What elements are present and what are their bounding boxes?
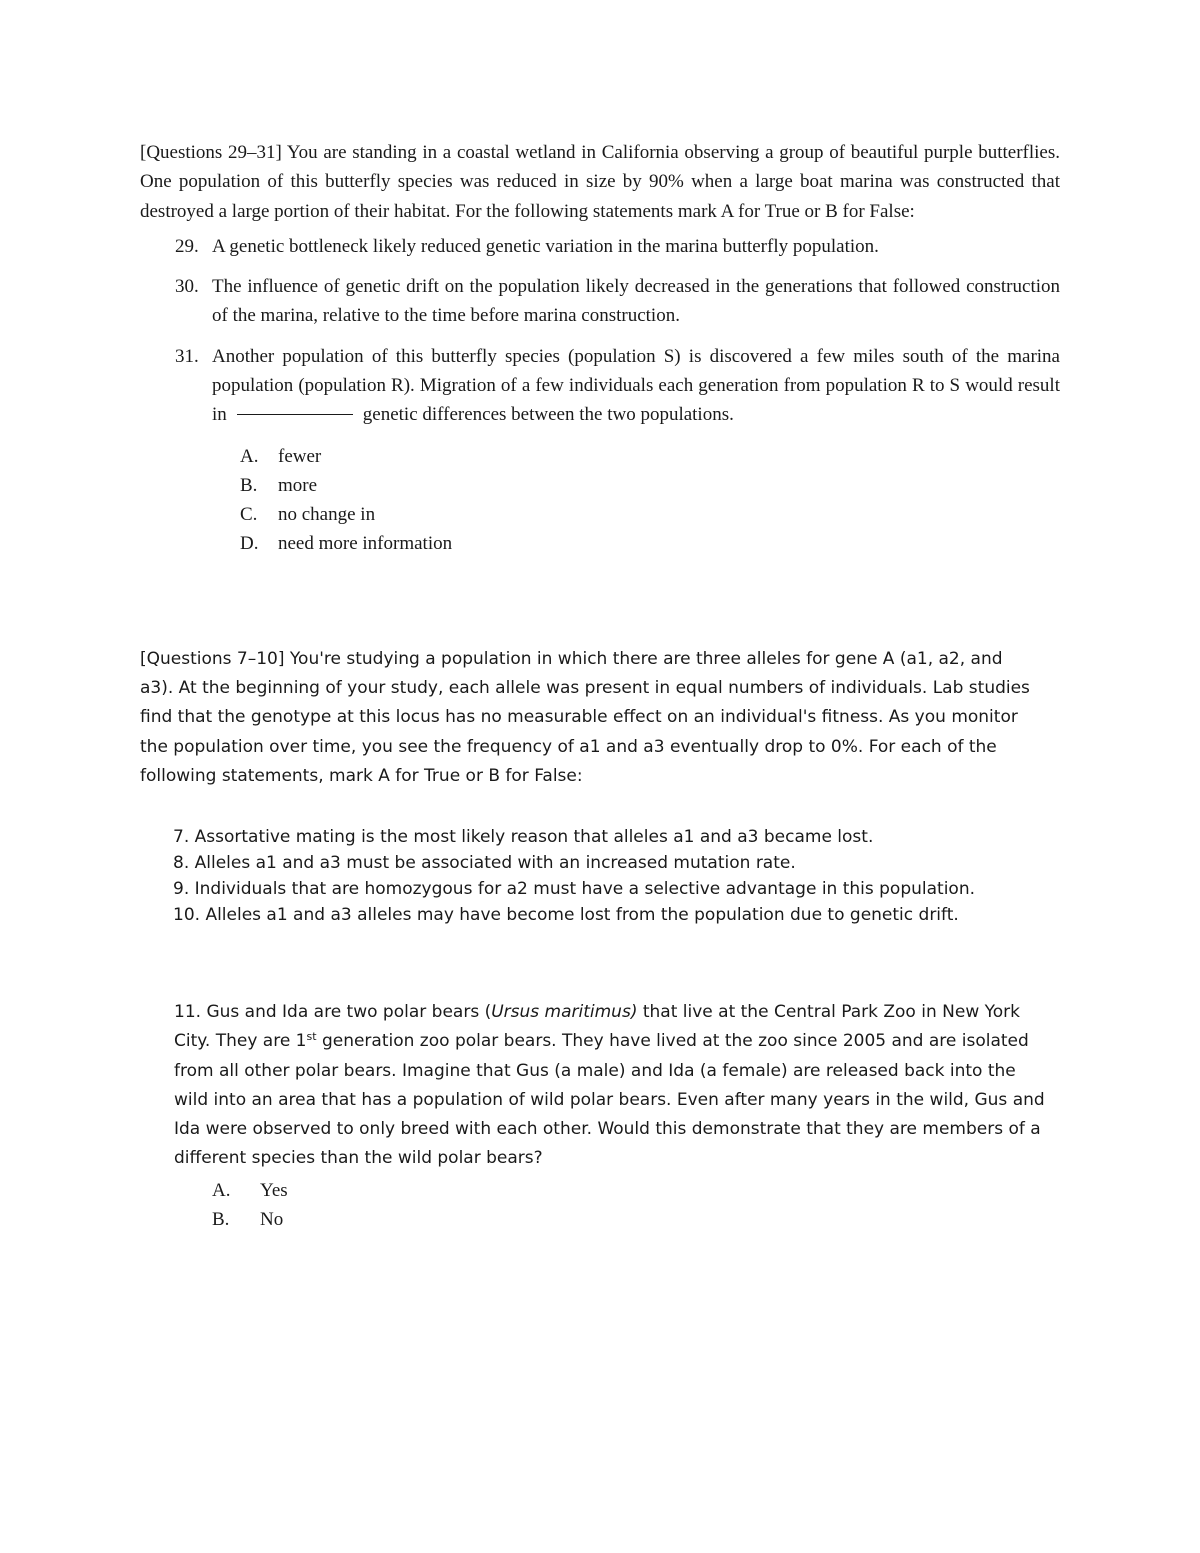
option-text: No	[260, 1208, 284, 1230]
option-letter: C.	[240, 503, 258, 525]
question-30	[175, 272, 1060, 331]
ordinal-suffix: st	[306, 1030, 317, 1044]
question-text: A genetic bottleneck likely reduced genetic variation in the marina butterfly population.	[212, 235, 879, 257]
statement-9: 9. Individuals that are homozygous for a2 must have a selective advantage in this population.	[173, 879, 976, 900]
species-name: Ursus maritimus)	[491, 1002, 638, 1022]
option-c	[240, 500, 1060, 529]
option-a	[212, 1176, 1054, 1205]
question-block-29-31	[140, 138, 1060, 558]
question-29	[175, 232, 1060, 261]
fill-in-blank	[237, 413, 353, 415]
option-text: no change in	[278, 503, 376, 525]
scenario-text: [Questions 29–31] You are standing in a coastal wetland in California observing a group of beautiful purple butterflies. One population of this butterfly species was reduced in size by 90% when a large boat marina was constructed that destroyed a large portion of their habitat. For the following statements mark A for True or B for False:	[140, 142, 1060, 222]
answer-options	[240, 442, 1060, 558]
question-block-7-10	[140, 645, 1040, 928]
question-31	[175, 342, 1060, 430]
option-a	[240, 442, 1060, 471]
question-list	[140, 232, 1060, 430]
option-d	[240, 529, 1060, 558]
text-part: 11. Gus and Ida are two polar bears (	[174, 1002, 492, 1022]
option-letter: D.	[240, 532, 259, 554]
answer-options	[212, 1176, 1054, 1234]
question-number: 31.	[175, 345, 199, 367]
question-text	[212, 342, 1060, 430]
question-number: 29.	[175, 235, 199, 257]
question-text-before-blank: Another population of this butterfly species (population S) is discovered a few miles south of the marina population (population R). Migration of a few individuals each generation from population R to S would result in	[212, 345, 1060, 426]
option-letter: A.	[240, 445, 259, 467]
question-number: 30.	[175, 276, 199, 298]
option-text: Yes	[260, 1179, 288, 1201]
question-text-after-blank: genetic differences between the two populations.	[362, 404, 734, 426]
option-letter: A.	[212, 1179, 231, 1201]
option-b	[212, 1205, 1054, 1234]
option-b	[240, 471, 1060, 500]
option-letter: B.	[212, 1208, 230, 1230]
option-text: more	[278, 474, 318, 496]
scenario-text: [Questions 7–10] You're studying a population in which there are three alleles for gene A (a1, a2, and a3). At the beginning of your study, each allele was present in equal numbers of individuals. Lab studies find that the genotype at this locus has no measurable effect on an individual's fitness. As you monitor the population over time, you see the frequency of a1 and a3 eventually drop to 0%. For each of the following statements, mark A for True or B for False:	[140, 649, 1030, 786]
statement-10: 10. Alleles a1 and a3 alleles may have become lost from the population due to genetic drift.	[173, 905, 959, 926]
option-letter: B.	[240, 474, 258, 496]
question-11-text	[174, 998, 1054, 1174]
text-part: that live at the Central Park Zoo in New York City. They are 1	[174, 1002, 1020, 1052]
question-text: The influence of genetic drift on the population likely decreased in the generations that followed construction of the marina, relative to the time before marina construction.	[212, 276, 1060, 327]
statement-list	[173, 824, 1040, 928]
option-text: fewer	[278, 445, 322, 467]
question-block-11	[174, 998, 1054, 1234]
statement-8: 8. Alleles a1 and a3 must be associated with an increased mutation rate.	[173, 853, 796, 874]
statement-7: 7. Assortative mating is the most likely reason that alleles a1 and a3 became lost.	[173, 827, 874, 848]
text-part: generation zoo polar bears. They have lived at the zoo since 2005 and are isolated from all other polar bears. Imagine that Gus (a male) and Ida (a female) are released back into the wild into an area that has a population of wild polar bears. Even after many years in the wild, Gus and Ida were observed to only breed with each other. Would this demonstrate that they are members of a different species than the wild polar bears?	[174, 1031, 1045, 1169]
option-text: need more information	[278, 532, 453, 554]
